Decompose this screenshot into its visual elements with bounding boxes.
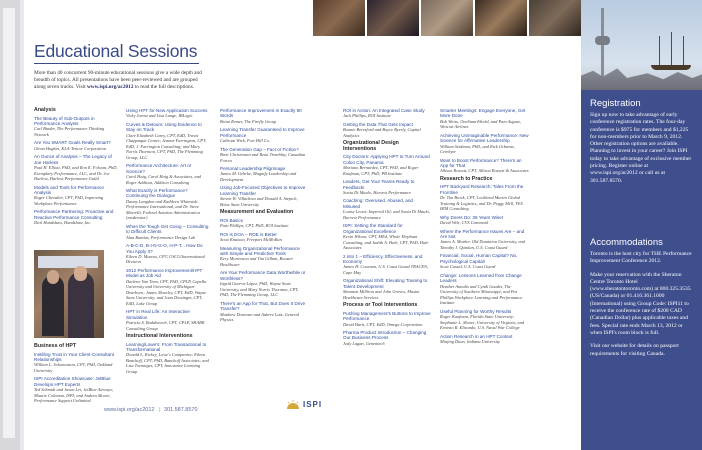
- person-1: [42, 276, 64, 336]
- sessions-column-2: [126, 108, 210, 377]
- business-of-hpt-section: [34, 344, 118, 407]
- session-speakers: Eileen D. Marcus, CPT, USCG/International Division: [126, 253, 205, 265]
- session-title[interactable]: The Beauty of Sub-Outputs in Performance Analysis: [34, 115, 95, 126]
- session-speakers: Kery Mortenson and Tim Gillam, Booster Healthcare: [220, 256, 294, 267]
- session-title[interactable]: 2 into 1 – Efficiency, Effectiveness, and Economy: [343, 253, 423, 264]
- session-speakers: Minjing Duan, Indiana University: [440, 338, 500, 344]
- session-speakers: Roger Kaufman, Florida State University; Stephanie L. Moore, University of Virginia; and Ernesto R. Elizondo, U.S. Naval War College: [440, 314, 524, 330]
- intro-text: More than 40 concurrent 90-minute educational sessions give a wide depth and breadth of topics. All presentations have been peer-reviewed and are grouped along seven tracks. Visit: [34, 70, 202, 90]
- sessions-column-5: [440, 108, 530, 347]
- session-speakers: Calhoun Wick, Fort Hill Co.: [220, 138, 271, 144]
- session-speakers: James M. Gehrke, Magnify Leadership and Development: [220, 171, 297, 182]
- track-heading: Measurement and Evaluation: [220, 209, 294, 216]
- accommodations-section: [590, 237, 696, 364]
- title-rule: [34, 63, 199, 64]
- session-title[interactable]: Using HPT for New Application Success: [126, 108, 208, 113]
- session-speakers: Heather Annulis and Cyndi Gaudet, The University of Southern Mississippi; and Pat Phillips Workplace Learning and Performance Institute: [440, 283, 523, 306]
- session-speakers: Dick Handshaw, Handshaw, Inc.: [34, 220, 92, 226]
- session-speakers: David Wile, CVS Caremark: [440, 220, 489, 226]
- session-title[interactable]: The Generation Gap – Fact or Fiction?: [220, 146, 299, 152]
- page-edge-strip: [3, 8, 15, 438]
- sessions-column-1: [34, 108, 118, 229]
- session-title[interactable]: Are Your Performance Data Worthwhile or Worthless?: [220, 270, 306, 281]
- session-speakers: Bonnie Beresford and Boyce Byerly, Capital Analytics: [343, 127, 421, 138]
- photo-strip: [313, 0, 581, 36]
- session-title[interactable]: What Exactly is Performance? Continuing the Dialogue: [126, 188, 188, 199]
- session-title[interactable]: A-B-C-D, B-I-N-G-O, H-P-T... How Do You Apply It?: [126, 243, 203, 254]
- session-speakers: William Seidman, PhD, and Rick Grbavac, Cerebyte: [440, 143, 516, 155]
- session-title[interactable]: HPT Backyard Research: Tales From the Frontline: [440, 184, 524, 195]
- session-speakers: Donald L. Kirkey, Lowe's Companies; Eileen Banchoff, CPT, PhD, Banchoff Associates; and Lisa Toenniges, CPT, Innovative Learning Group: [126, 352, 209, 374]
- session-title[interactable]: Change: Lessons Learned from Change Leaders: [440, 272, 522, 284]
- registration-section: [590, 98, 696, 185]
- session-title[interactable]: Smarter Meetings: Engage Everyone, Get More Done: [440, 108, 526, 119]
- session-title[interactable]: Curves & Detours: Using Evidence to Stay on Track: [126, 121, 202, 133]
- track-heading: Business of HPT: [34, 343, 77, 349]
- session-title[interactable]: Leaders, Get Your Teams Ready to Feedback!: [343, 179, 415, 190]
- ship-mast-3: [683, 36, 684, 66]
- session-speakers: Glenn Hughes, KLA-Tencor Corporation: [34, 145, 107, 151]
- session-title[interactable]: Performance Architecture: Art or Science?: [126, 163, 192, 174]
- session-speakers: Brett Christensen and Remi Tremblay, Canadian Forces: [220, 152, 306, 163]
- photo-speaker: [367, 0, 419, 36]
- session-title[interactable]: Personal Leadership Pilgrimage: [220, 166, 286, 172]
- cn-tower-pod: [595, 36, 610, 45]
- session-speakers: Jody Lagan, Genentech: [343, 340, 385, 346]
- session-speakers: Carl Binder, The Performance Thinking Network: [34, 126, 105, 137]
- session-speakers: Danny Langdon and Kathleen Whiteside, Performance International, and Dr. Steve Marrelli, Federal Aviation Administration (moderator): [126, 198, 200, 221]
- session-speakers: Jack Phillips, ROI Institute: [343, 113, 391, 119]
- session-speakers: Carol Haig, Carol Haig & Associates, and Roger Addison, Addison Consulting: [126, 174, 201, 185]
- registration-text: Sign up now to take advantage of early conference registration rates. The four-day conference is $975 for members and $1,225 for non-members prior to March 9, 2012. Other registration options are available. Planning to invest in your career? Join ISPI today to take advantage of exclusive member pricing. Register online at www.ispi.org/ac2012 or call us at 301.587.8570.: [590, 112, 692, 184]
- track-heading: Instructional Interventions: [126, 333, 193, 340]
- session-title[interactable]: Want to Boost Performance? There's an App for That: [440, 157, 522, 169]
- person-2: [68, 272, 94, 338]
- ship-hull: [651, 65, 691, 70]
- track-heading: Analysis: [34, 107, 56, 113]
- accommodations-paragraph-3: Visit our website for details on passport requirements for visiting Canada.: [590, 343, 679, 357]
- session-title[interactable]: Financial, Social, Human Capital? No, Psychological Capital!: [440, 253, 518, 264]
- session-speakers: Paul H. Elliott, PhD, and Ron E. Folsom, PhD, Exemplary Performance, LLC, and Dr. Joe Harless, Harless Performance Guild: [34, 165, 118, 182]
- session-title[interactable]: There's an App for That, But Does It Drive Transfer?: [220, 300, 306, 312]
- footer-separator: |: [158, 407, 160, 413]
- photo-group: [529, 0, 581, 36]
- face-1: [47, 270, 59, 284]
- session-title[interactable]: ROI in Action: An Integrated Case Study: [343, 108, 425, 113]
- photo-banner: [38, 256, 98, 268]
- session-title[interactable]: An Ounce of Analysis – The Legacy of Joe Harless: [34, 154, 112, 165]
- session-speakers: Kevin Wilson, CPT, MEd, Whole Elephant Consulting, and Judith A. Hale, CPT, PhD, Hale Associates: [343, 234, 429, 251]
- session-title[interactable]: Coaching: Overused, Abused, and Misused: [343, 198, 413, 209]
- session-speakers: Scott Knutson, Freeport McMoRan: [220, 237, 282, 243]
- logo-wordmark: ISPI: [303, 400, 323, 409]
- sunburst-icon: [286, 400, 300, 409]
- session-title[interactable]: Learning Transfer Guaranteed to Improve Performance: [220, 127, 305, 138]
- session-speakers: David Hartt, CPT, EdD, Omega Corporation: [343, 321, 423, 327]
- session-speakers: Matthew Donovan and Aubree Lutz, General Physics: [220, 311, 300, 322]
- session-speakers: Ted Schmidt and Jason Lei, JetBlue Airways; Maurie Coleman, ISPI; and Andrea Moore, Performance Support Unlimited: [34, 387, 114, 404]
- previous-page-edge: [0, 0, 20, 450]
- session-speakers: Patricia S. Radakovich, CPT, CPLP, SHARK Consulting Group: [126, 320, 205, 331]
- session-speakers: Steven W. Villachica and Donald A. Stepich, Boise State University: [220, 196, 298, 207]
- session-speakers: James H. Cournan, U.S. Coast Guard TRACEN, Cape May: [343, 264, 429, 275]
- session-title[interactable]: Where the Performance Issues Are – and Are Not: [440, 228, 525, 240]
- photo-networking: [475, 0, 527, 36]
- accommodations-paragraph-1: Toronto is the host city for THE Performance Improvement Conference 2012.: [590, 251, 692, 265]
- session-title[interactable]: Instilling Trust in Your Client-Consultant Relationships: [34, 351, 114, 362]
- session-title[interactable]: Achieving Unimaginable Performance: New Science for Affirmative Leadership: [440, 132, 529, 144]
- session-title[interactable]: Models and Tools for Performance Analysis: [34, 184, 104, 195]
- track-heading: Process or Tool Interventions: [343, 302, 418, 309]
- session-title[interactable]: Are You SMART Goals Really Smart?: [34, 140, 111, 146]
- footer-phone: 301.587.8570: [163, 407, 198, 413]
- session-title[interactable]: ISPI: Setting the Standard for Organizational Excellence: [343, 223, 403, 234]
- session-title[interactable]: Measuring Organizational Performance with Simple and Predictive Tools: [220, 245, 300, 256]
- session-title[interactable]: Why Doers Do: 35 Years Wiser: [440, 214, 504, 220]
- session-title[interactable]: 2012 Performance Improvement/HPT Model as Job Aid: [126, 267, 203, 279]
- intro-after: to read the full descriptions.: [133, 83, 195, 90]
- session-speakers: Patti Phillips, CPT, PhD, ROI Institute: [220, 223, 289, 229]
- session-speakers: Louise Leone, Imperial Oil; and Sonia Di Maulo, Harvest Performance: [343, 209, 430, 220]
- session-title[interactable]: Pushing Management's Buttons to Improve Performance: [343, 310, 431, 322]
- session-speakers: Allison Rossett, CPT, Allison Rossett & Associates: [440, 168, 529, 174]
- footer: [104, 407, 198, 413]
- sessions-column-3: [220, 108, 306, 326]
- session-speakers: Darlene Van Tiem, CPT, PhD, CPLP, Capella University and University of Michigan-Dearborn; James Moseley, CPT, EdD, Wayne State University; and Joan Dessinger, CPT, EdD, Lake Group: [126, 278, 207, 306]
- session-title[interactable]: Action Research in an HPT Context: [440, 333, 513, 339]
- session-speakers: Sonia Di Maulo, Harvest Performance: [343, 189, 412, 195]
- photo-audience: [313, 0, 365, 36]
- session-speakers: Shannon Milliron and John Graves, Maxim Healthcare Services: [343, 289, 420, 300]
- session-title[interactable]: Getting the Data That Gets Impact: [343, 121, 413, 127]
- track-heading: Research to Practice: [440, 175, 493, 182]
- toronto-photo: [581, 0, 702, 90]
- session-title[interactable]: HPT in Real Life: An Interactive Simulation: [126, 309, 190, 320]
- session-title[interactable]: Performance Improvement in Exactly 90 Words: [220, 108, 302, 119]
- track-heading: Organizational Design Interventions: [343, 140, 399, 152]
- session-title[interactable]: Useful Planning for Worthy Results: [440, 308, 512, 314]
- registration-heading: Registration: [590, 98, 641, 109]
- session-title[interactable]: City Doctors: Applying HPT to Turn Around Colon City, Panama: [343, 154, 430, 165]
- ship-mast-2: [671, 32, 672, 66]
- sidebar: [581, 0, 702, 450]
- sessions-column-4: [343, 108, 431, 349]
- session-speakers: Dr. Tim Brock, CPT, Lockheed Martin Global Training & Logistics, and Dr. Peggy Mell, YES HIM Consulting: [440, 195, 523, 212]
- photo-session: [421, 0, 473, 36]
- session-title[interactable]: When the Tough Get Going – Consulting to Difficult Clients: [126, 223, 209, 235]
- session-title[interactable]: Using Job-Focused Objectives to Improve Learning Transfer: [220, 185, 306, 196]
- session-speakers: Clare Elizabeth Carey, CPT, EdD, Travis Chappaqua Center; Jeanne Farrington, CPT, EdD, J. Farrington Consulting; and Mary Norris Thornton, CPT, PhD, The Flemming Group, LLC: [126, 132, 207, 160]
- session-speakers: Mariano Bernardez, CPT, PhD, and Roger Kaufman, CPT, PhD, PB Institute: [343, 165, 419, 176]
- session-title[interactable]: Performance Partnering: Proactive and Reactive Performance Consulting: [34, 209, 114, 220]
- session-speakers: Alan Ramias, Performance Design Lab: [126, 234, 196, 240]
- session-title[interactable]: ROI Basics: [220, 217, 243, 223]
- session-title[interactable]: Organizational Shift: Elevating Training to Talent Development: [343, 278, 428, 289]
- accommodations-heading: Accommodations: [590, 237, 663, 248]
- session-speakers: Roger Chevalier, CPT, PhD, Improving Workplace Performance: [34, 195, 104, 206]
- session-speakers: Scott Cassal, U.S. Coast Guard: [440, 264, 496, 270]
- brochure-page: [24, 0, 581, 450]
- session-speakers: Bob Weiss, OneSmartWorld, and Pam August, Wescott Airlines: [440, 118, 521, 130]
- session-speakers: James A. Marker, Old Dominion University, and Timothy J. Quinlan, U.S. Coast Guard: [440, 239, 525, 250]
- session-speakers: Brian Remer, The Firefly Group: [220, 118, 277, 124]
- session-speakers: Ingrid Guerra-López, PhD, Wayne State University, and Mary Norris Thornton, CPT, PhD, The Flemming Group, LLC: [220, 281, 299, 298]
- accommodations-paragraph-2: Make your reservation with the Sheraton Centre Toronto Hotel (www.sheratontoronto.com) at 800.325.3535 (US/Canada) or 01.416.361.1000 (International) using Group Code: ISPI11 to receive the conference rate of $208 CAD (Canadian Dollar) plus applicable taxes and fees. Special rate ends March 13, 2012 or when ISPI's room block is full.: [590, 271, 691, 336]
- page-title: Educational Sessions: [34, 41, 198, 61]
- session-speakers: Vicky Jarosz and Lisa Lange, IBLogic: [126, 113, 193, 119]
- face-2: [74, 266, 87, 281]
- session-title[interactable]: Pharma Product Introduction – Changing Our Business Process: [343, 330, 427, 341]
- intro-paragraph: [34, 70, 204, 90]
- footer-url[interactable]: www.ispi.org/ac2012: [104, 407, 155, 413]
- session-title[interactable]: ROI is DOA – ROE is Better: [220, 231, 277, 237]
- session-speakers: William L. Solomonson, CPT, PhD, Oakland University: [34, 362, 113, 373]
- ship-mast-1: [659, 36, 660, 66]
- tall-ship: [651, 34, 691, 74]
- session-title[interactable]: ISPI Accreditation Showcase: JetBlue Develops HPT Experts: [34, 376, 111, 387]
- ispi-logo: [286, 400, 322, 409]
- intro-link[interactable]: www.ispi.org/ac2012: [86, 83, 134, 90]
- photo-ispi-booth: [34, 250, 104, 338]
- session-title[interactable]: Learning/Lowe's: From Transactional to Transformational: [126, 341, 207, 352]
